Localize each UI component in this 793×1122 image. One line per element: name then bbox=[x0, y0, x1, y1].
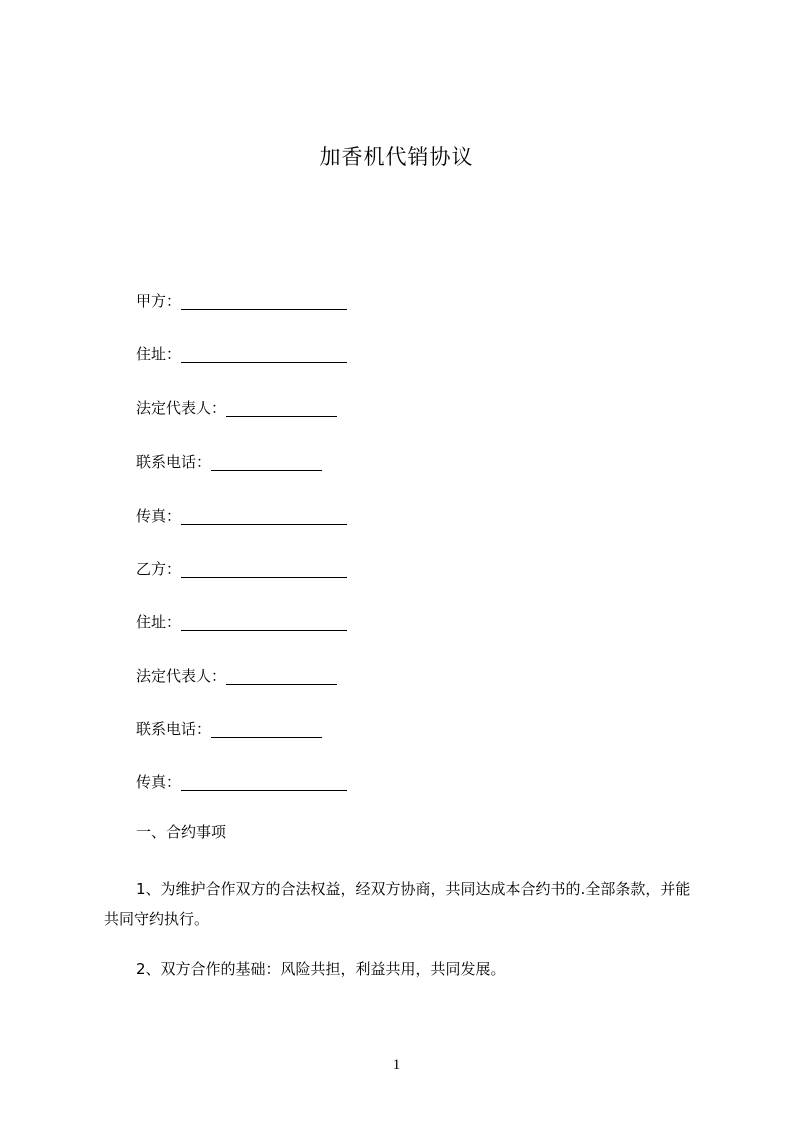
section-heading: 一、合约事项 bbox=[136, 823, 227, 841]
field-label: 联系电话： bbox=[136, 720, 212, 738]
party-b-legal-representative-field bbox=[136, 664, 337, 688]
party-b-fax-field bbox=[136, 770, 347, 794]
party-a-address-field bbox=[136, 342, 347, 366]
field-label: 法定代表人： bbox=[136, 667, 227, 685]
field-label: 传真： bbox=[136, 773, 182, 791]
fill-in-blank[interactable] bbox=[181, 559, 347, 578]
field-label: 乙方： bbox=[136, 560, 182, 578]
party-b-phone-field bbox=[136, 717, 322, 741]
field-label: 法定代表人： bbox=[136, 399, 227, 417]
fill-in-blank[interactable] bbox=[211, 719, 322, 738]
field-label: 联系电话： bbox=[136, 453, 212, 471]
fill-in-blank[interactable] bbox=[181, 506, 347, 525]
fill-in-blank[interactable] bbox=[181, 772, 347, 791]
page-number: 1 bbox=[392, 1057, 401, 1073]
party-a-fax-field bbox=[136, 504, 347, 528]
field-label: 传真： bbox=[136, 507, 182, 525]
party-a-phone-field bbox=[136, 450, 322, 474]
paragraph bbox=[104, 874, 696, 934]
party-b-field bbox=[136, 557, 347, 581]
paragraph bbox=[104, 954, 696, 984]
party-b-address-field bbox=[136, 610, 347, 634]
fill-in-blank[interactable] bbox=[226, 398, 337, 417]
fill-in-blank[interactable] bbox=[226, 666, 337, 685]
fill-in-blank[interactable] bbox=[181, 612, 347, 631]
field-label: 甲方： bbox=[136, 292, 182, 310]
paragraph-text: 1、为维护合作双方的合法权益，经双方协商，共同达成本合约书的.全部条款，并能共同守约执行。 bbox=[104, 880, 691, 928]
party-a-field bbox=[136, 289, 347, 313]
fill-in-blank[interactable] bbox=[211, 452, 322, 471]
fill-in-blank[interactable] bbox=[181, 291, 347, 310]
field-label: 住址： bbox=[136, 613, 182, 631]
fill-in-blank[interactable] bbox=[181, 344, 347, 363]
document-title: 加香机代销协议 bbox=[319, 145, 474, 169]
field-label: 住址： bbox=[136, 345, 182, 363]
party-a-legal-representative-field bbox=[136, 396, 337, 420]
paragraph-text: 2、双方合作的基础：风险共担，利益共用，共同发展。 bbox=[136, 960, 506, 978]
